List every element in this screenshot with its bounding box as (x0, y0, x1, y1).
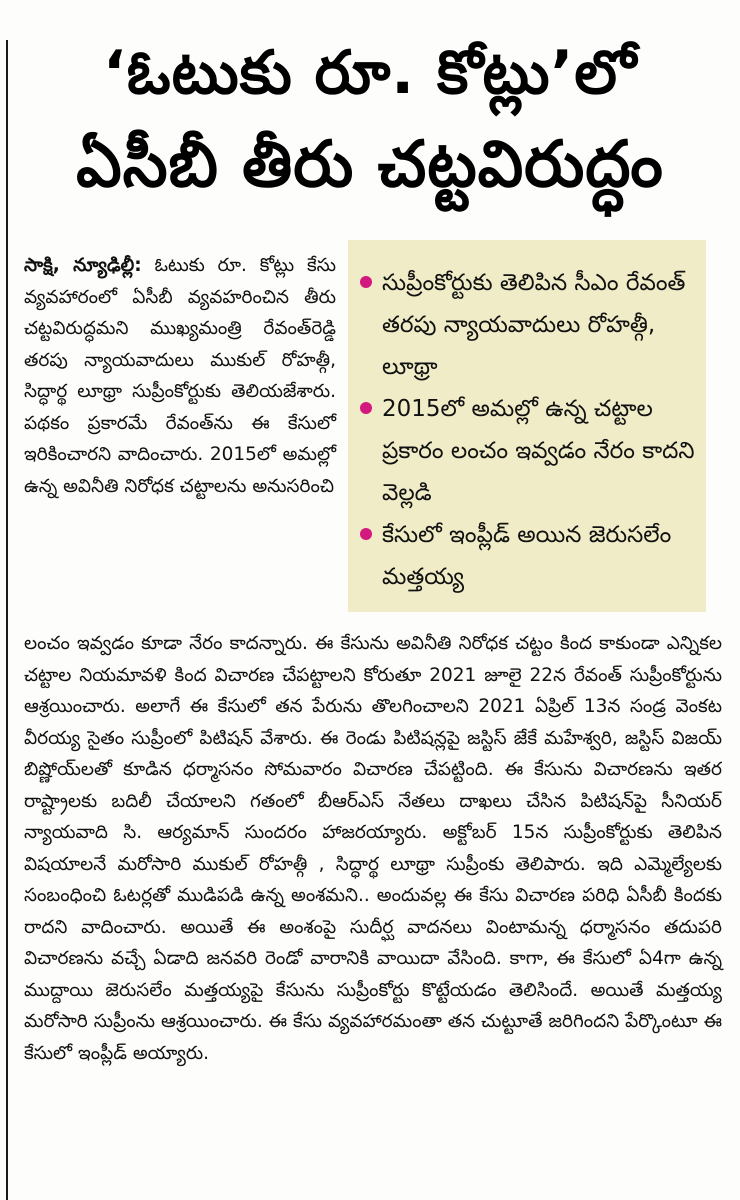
headline-line-1: ‘ఓటుకు రూ. కోట్లు’లో (102, 38, 638, 108)
bullet-icon (360, 528, 372, 540)
headline-line-2: ఏసీబీ తీరు చట్టవిరుద్ధం (76, 128, 664, 202)
article-body: లంచం ఇవ్వడం కూడా నేరం కాదన్నారు. ఈ కేసును అవినీతి నిరోధక చట్టం కింద కాకుండా ఎన్నికల చట్టాల నియమావళి కింద విచారణ చేపట్టాలని కోరుతూ 2021 జూలై 22న రేవంత్ సుప్రీంకోర్టును ఆశ్రయించారు. అలాగే ఈ కేసులో తన పేరును తొలగించాలని 2021 ఏప్రిల్ 13న సండ్ర వెంకట వీరయ్య సైతం సుప్రీంలో పిటిషన్ వేశారు. ఈ రెండు పిటిషన్లపై జస్టిస్ జేకే మహేశ్వరి, జస్టిస్ విజయ్ బిష్ణోయ్‌లతో కూడిన ధర్మాసనం సోమవారం విచారణ చేపట్టింది. ఈ కేసును విచారణను ఇతర రాష్ట్రాలకు బదిలీ చేయాలని గతంలో బీఆర్ఎస్ నేతలు దాఖలు చేసిన పిటిషన్‌పై సీనియర్ న్యాయవాది సి. ఆర్యమాన్ సుందరం హాజరయ్యారు. అక్టోబర్ 15న సుప్రీంకోర్టుకు తెలిపిన విషయాలనే మరోసారి ముకుల్ రోహత్గీ , సిద్ధార్థ లూథ్రా సుప్రీంకు తెలిపారు. ఇది ఎమ్మెల్యేలకు సంబంధించి ఓటర్లతో ముడిపడి ఉన్న అంశమని.. అందువల్ల ఈ కేసు విచారణ పరిధి ఏసీబీ కిందకు రాదని వాదించారు. అయితే ఈ అంశంపై సుదీర్ఘ వాదనలు వింటామన్న ధర్మాసనం తదుపరి విచారణను వచ్చే ఏడాది జనవరి రెండో వారానికి వాయిదా వేసింది. కాగా, ఈ కేసులో ఏ4గా ఉన్న ముద్దాయి జెరుసలేం మత్తయ్యపై కేసును సుప్రీంకోర్టు కొట్టేయడం తెలిసిందే. అయితే మత్తయ్య మరోసారి సుప్రీంను ఆశ్రయించారు. ఈ కేసు వ్యవహారమంతా తన చుట్టూతే జరిగిందని పేర్కొంటూ ఈ కేసులో ఇంప్లీడ్ అయ్యారు. (24, 633, 722, 1064)
bullet-icon (360, 276, 372, 288)
highlight-text: సుప్రీంకోర్టుకు తెలిపిన సీఎం రేవంత్ తరపు న్యాయవాదులు రోహత్గీ, లూథ్రా (382, 270, 686, 380)
article-lead (24, 250, 336, 502)
highlight-text: కేసులో ఇంప్లీడ్ అయిన జెరుసలేం మత్తయ్య (382, 522, 672, 590)
dateline: సాక్షి, న్యూఢిల్లీ: (24, 255, 142, 276)
column-rule (6, 40, 8, 1200)
bullet-icon (360, 402, 372, 414)
lead-paragraph: ఓటుకు రూ. కోట్లు కేసు వ్యవహారంలో ఏసీబీ వ్యవహరించిన తీరు చట్టవిరుద్ధమని ముఖ్యమంత్రి రేవంత్‌రెడ్డి తరపు న్యాయవాదులు ముకుల్ రోహత్గీ, సిద్ధార్థ లూథ్రా సుప్రీంకోర్టుకు తెలియజేశారు. పథకం ప్రకారమే రేవంత్‌ను ఈ కేసులో ఇరికించారని వాదించారు. 2015లో అమల్లో ఉన్న అవినీతి నిరోధక చట్టాలను అనుసరించి (24, 255, 336, 497)
highlight-text: 2015లో అమల్లో ఉన్న చట్టాల ప్రకారం లంచం ఇవ్వడం నేరం కాదని వెల్లడి (382, 396, 695, 506)
highlights-box (348, 240, 706, 612)
